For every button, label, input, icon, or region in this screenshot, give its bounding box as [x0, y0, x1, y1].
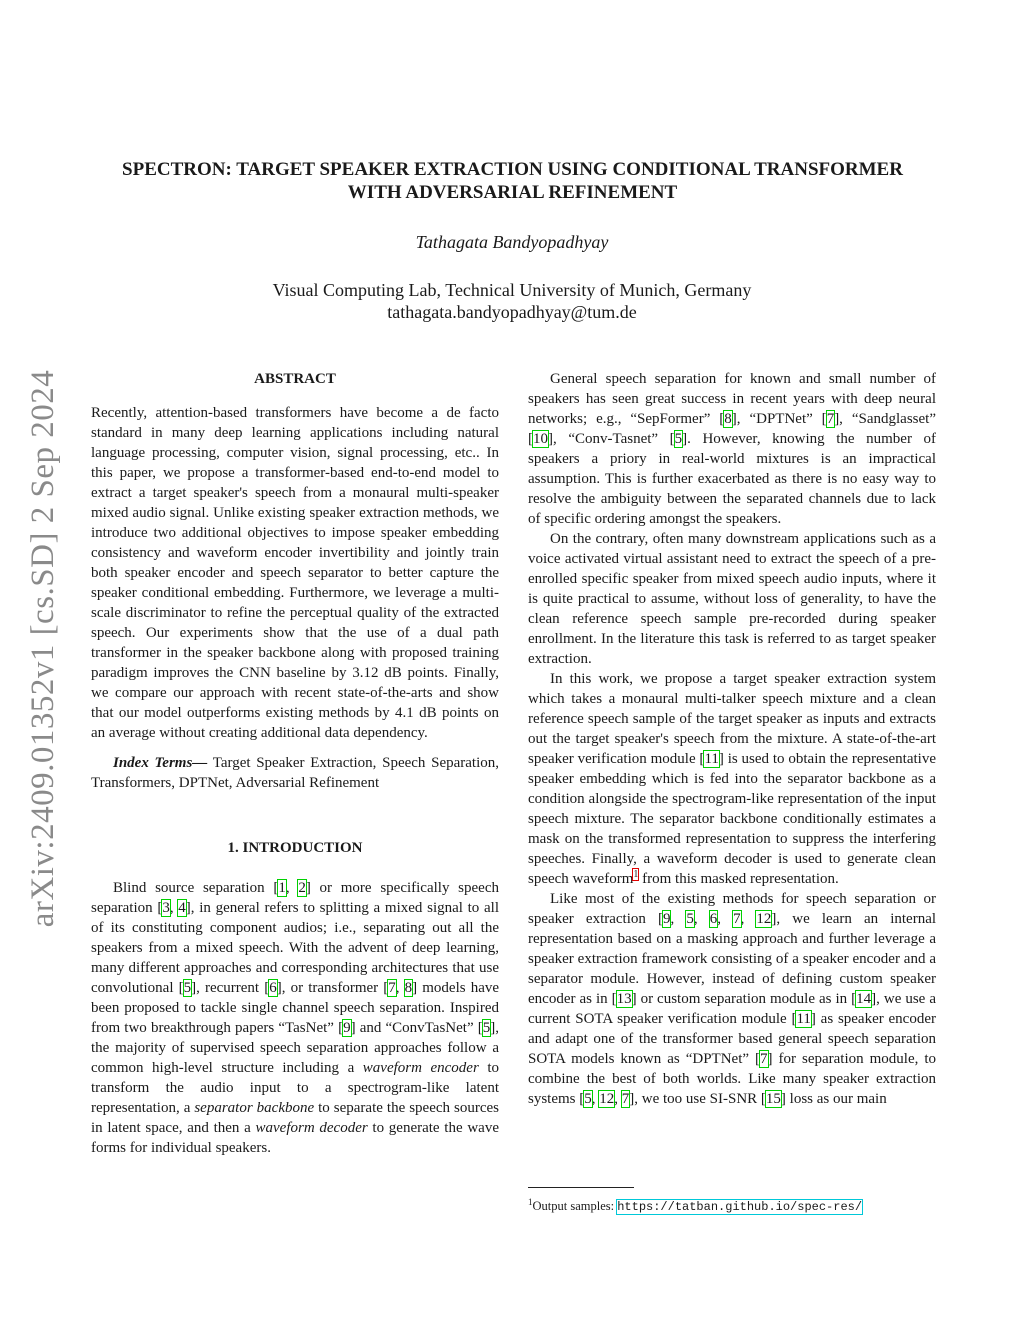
citation-link[interactable]: 8 — [724, 411, 732, 427]
citation-link[interactable]: 7 — [388, 980, 396, 996]
arxiv-id: arXiv:2409.01352v1 [cs.SD] 2 Sep 2024 — [25, 369, 62, 927]
paper-title: SPECTRON: TARGET SPEAKER EXTRACTION USING CONDITIONAL TRANSFORMER WITH ADVERSARIAL REFINEMENT — [122, 159, 903, 203]
index-terms — [91, 753, 499, 793]
intro-paragraph-1: Blind source separation [1, 2] or more specifically speech separation [3, 4], in general refers to splitting a mixed signal to all of its constituting component audios; i.e., separating out all the speakers from a mixed speech. With the advent of deep learning, many different approaches and corresponding architectures that use convolutional [5], recurrent [6], or transformer [7, 8] models have been proposed to tackle single channel speech separation. Inspired from two breakthrough papers “TasNet” [9] and “ConvTasNet” [5], the majority of supervised speech separation approaches follow a common high-level structure including a waveform encoder to transform the audio input to a spectrogram-like latent representation, a separator backbone to separate the speech sources in latent space, and then a waveform decoder to generate the wave forms for individual speakers. — [91, 880, 500, 1156]
footnote-url-link[interactable]: https://tatban.github.io/spec-res/ — [617, 1200, 863, 1215]
right-column — [528, 369, 936, 1109]
abstract-text: Recently, attention-based transformers have become a de facto standard in many deep learning applications including natural language processing, computer vision, signal processing, etc.. In this paper, we propose a transformer-based end-to-end model to extract a target speaker's speech from a monaural multi-speaker mixed audio signal. Unlike existing speaker extraction methods, we introduce two additional objectives to impose speaker embedding consistency and waveform encoder invertibility and jointly train both speaker encoder and speech separator to better capture the speaker conditional embedding. Furthermore, we leverage a multi-scale discriminator to refine the perceptual quality of the extracted speech. Our experiments show that the use of a dual path transformer in the speaker backbone along with proposed training paradigm improves the CNN baseline by 3.12 dB points. Finally, we compare our approach with recent state-of-the-arts and show that our model outperforms existing methods by 4.1 dB points on an average without creating additional data dependency. — [91, 405, 499, 741]
citation-link[interactable]: 14 — [856, 991, 872, 1007]
citation-link[interactable]: 7 — [760, 1051, 768, 1067]
left-column — [91, 369, 499, 1158]
citation-link[interactable]: 11 — [704, 751, 719, 767]
citation-link[interactable]: 12 — [756, 911, 772, 927]
citation-link[interactable]: 2 — [298, 880, 306, 896]
citation-link[interactable]: 10 — [533, 431, 548, 447]
footnote-label: Output samples: — [532, 1199, 618, 1214]
citation-link[interactable]: 5 — [183, 980, 192, 996]
citation-link[interactable]: 9 — [662, 911, 671, 927]
author-name: Tathagata Bandyopadhyay — [415, 232, 609, 252]
footnote — [528, 1194, 862, 1215]
introduction-heading: 1. INTRODUCTION — [227, 840, 363, 856]
intro-paragraph-3: On the contrary, often many downstream applications such as a voice activated virtual assistant need to extract the speech of a pre-enrolled specific speaker from mixed speech audio inputs, where it is quite practical to assume, without loss of generality, to have the clean reference speech sample pre-recorded during speaker enrollment. In the literature this task is referred to as target speaker extraction. — [528, 531, 936, 667]
intro-paragraph-2: General speech separation for known and small number of speakers has seen great success in recent years with deep neural networks; e.g., “SepFormer” [8], “DPTNet” [7], “Sandglasset” [10], “Conv-Tasnet” [5]. However, knowing the number of speakers a priory in real-world mixtures is an impractical assumption. This is further exacerbated as there is no easy way to resolve the ambiguity between the separated channels due to lack of specific ordering amongst the speakers. — [528, 371, 936, 527]
citation-link[interactable]: 4 — [178, 900, 186, 916]
affiliation: Visual Computing Lab, Technical University of Munich, Germany — [272, 280, 752, 300]
citation-link[interactable]: 5 — [482, 1020, 491, 1036]
intro-paragraph-4: In this work, we propose a target speaker extraction system which takes a monaural multi-talker speech mixture and a clean reference speech sample of the target speaker as inputs and extracts out the target speaker's speech from the mixture. A state-of-the-art speaker verification module [11] is used to obtain the representative speaker embedding which is fed into the separator backbone as a condition alongside the spectrogram-like representation of the input speech mixture. The separator backbone conditionally estimates a mask on the transformed representation to suppress the interfering speeches. Finally, a waveform decoder is used to generate clean speech waveform$^1$ from this masked representation. — [528, 671, 936, 887]
citation-link[interactable]: 11 — [796, 1011, 811, 1027]
citation-link[interactable]: 13 — [616, 991, 632, 1007]
arxiv-stamp — [24, 368, 64, 928]
citation-link[interactable]: 6 — [709, 911, 718, 927]
citation-link[interactable]: 7 — [826, 411, 835, 427]
citation-link[interactable]: 9 — [343, 1020, 351, 1036]
author-email[interactable]: tathagata.bandyopadhyay@tum.de — [387, 302, 637, 322]
footnote-mark: 1 — [528, 1197, 533, 1207]
citation-link[interactable]: 5 — [686, 911, 694, 927]
citation-link[interactable]: 8 — [404, 980, 413, 996]
citation-link[interactable]: 7 — [621, 1091, 630, 1107]
footnote-ref[interactable]: 1 — [633, 869, 639, 880]
citation-link[interactable]: 1 — [278, 880, 286, 896]
citation-link[interactable]: 12 — [599, 1091, 615, 1107]
citation-link[interactable]: 5 — [584, 1091, 592, 1107]
affiliation-block — [0, 279, 1024, 323]
citation-link[interactable]: 3 — [162, 900, 170, 916]
citation-link[interactable]: 6 — [269, 980, 277, 996]
index-terms-label: Index Terms— — [113, 755, 208, 771]
citation-link[interactable]: 15 — [765, 1091, 781, 1107]
index-terms-text: Target Speaker Extraction, Speech Separation, Transformers, DPTNet, Adversarial Refinement — [91, 755, 499, 791]
citation-link[interactable]: 7 — [733, 911, 741, 927]
citation-link[interactable]: 5 — [674, 431, 683, 447]
intro-paragraph-5: Like most of the existing methods for speech separation or speaker extraction [9, 5, 6, 7, 12], we learn an internal representation based on a masking approach and further leverage a speaker extraction framework consisting of a speaker encoder and a separator module. However, instead of defining custom speaker encoder as in [13] or custom separation module as in [14], we use a current SOTA speaker verification module [11] as speaker encoder and adapt one of the transformer based general speech separation SOTA models known as “DPTNet” [7] for separation module, to combine the best of both worlds. Like many speaker extraction systems [5, 12, 7], we too use SI-SNR [15] loss as our main — [528, 891, 937, 1107]
footnote-divider — [528, 1187, 634, 1188]
abstract-heading: ABSTRACT — [254, 371, 336, 387]
